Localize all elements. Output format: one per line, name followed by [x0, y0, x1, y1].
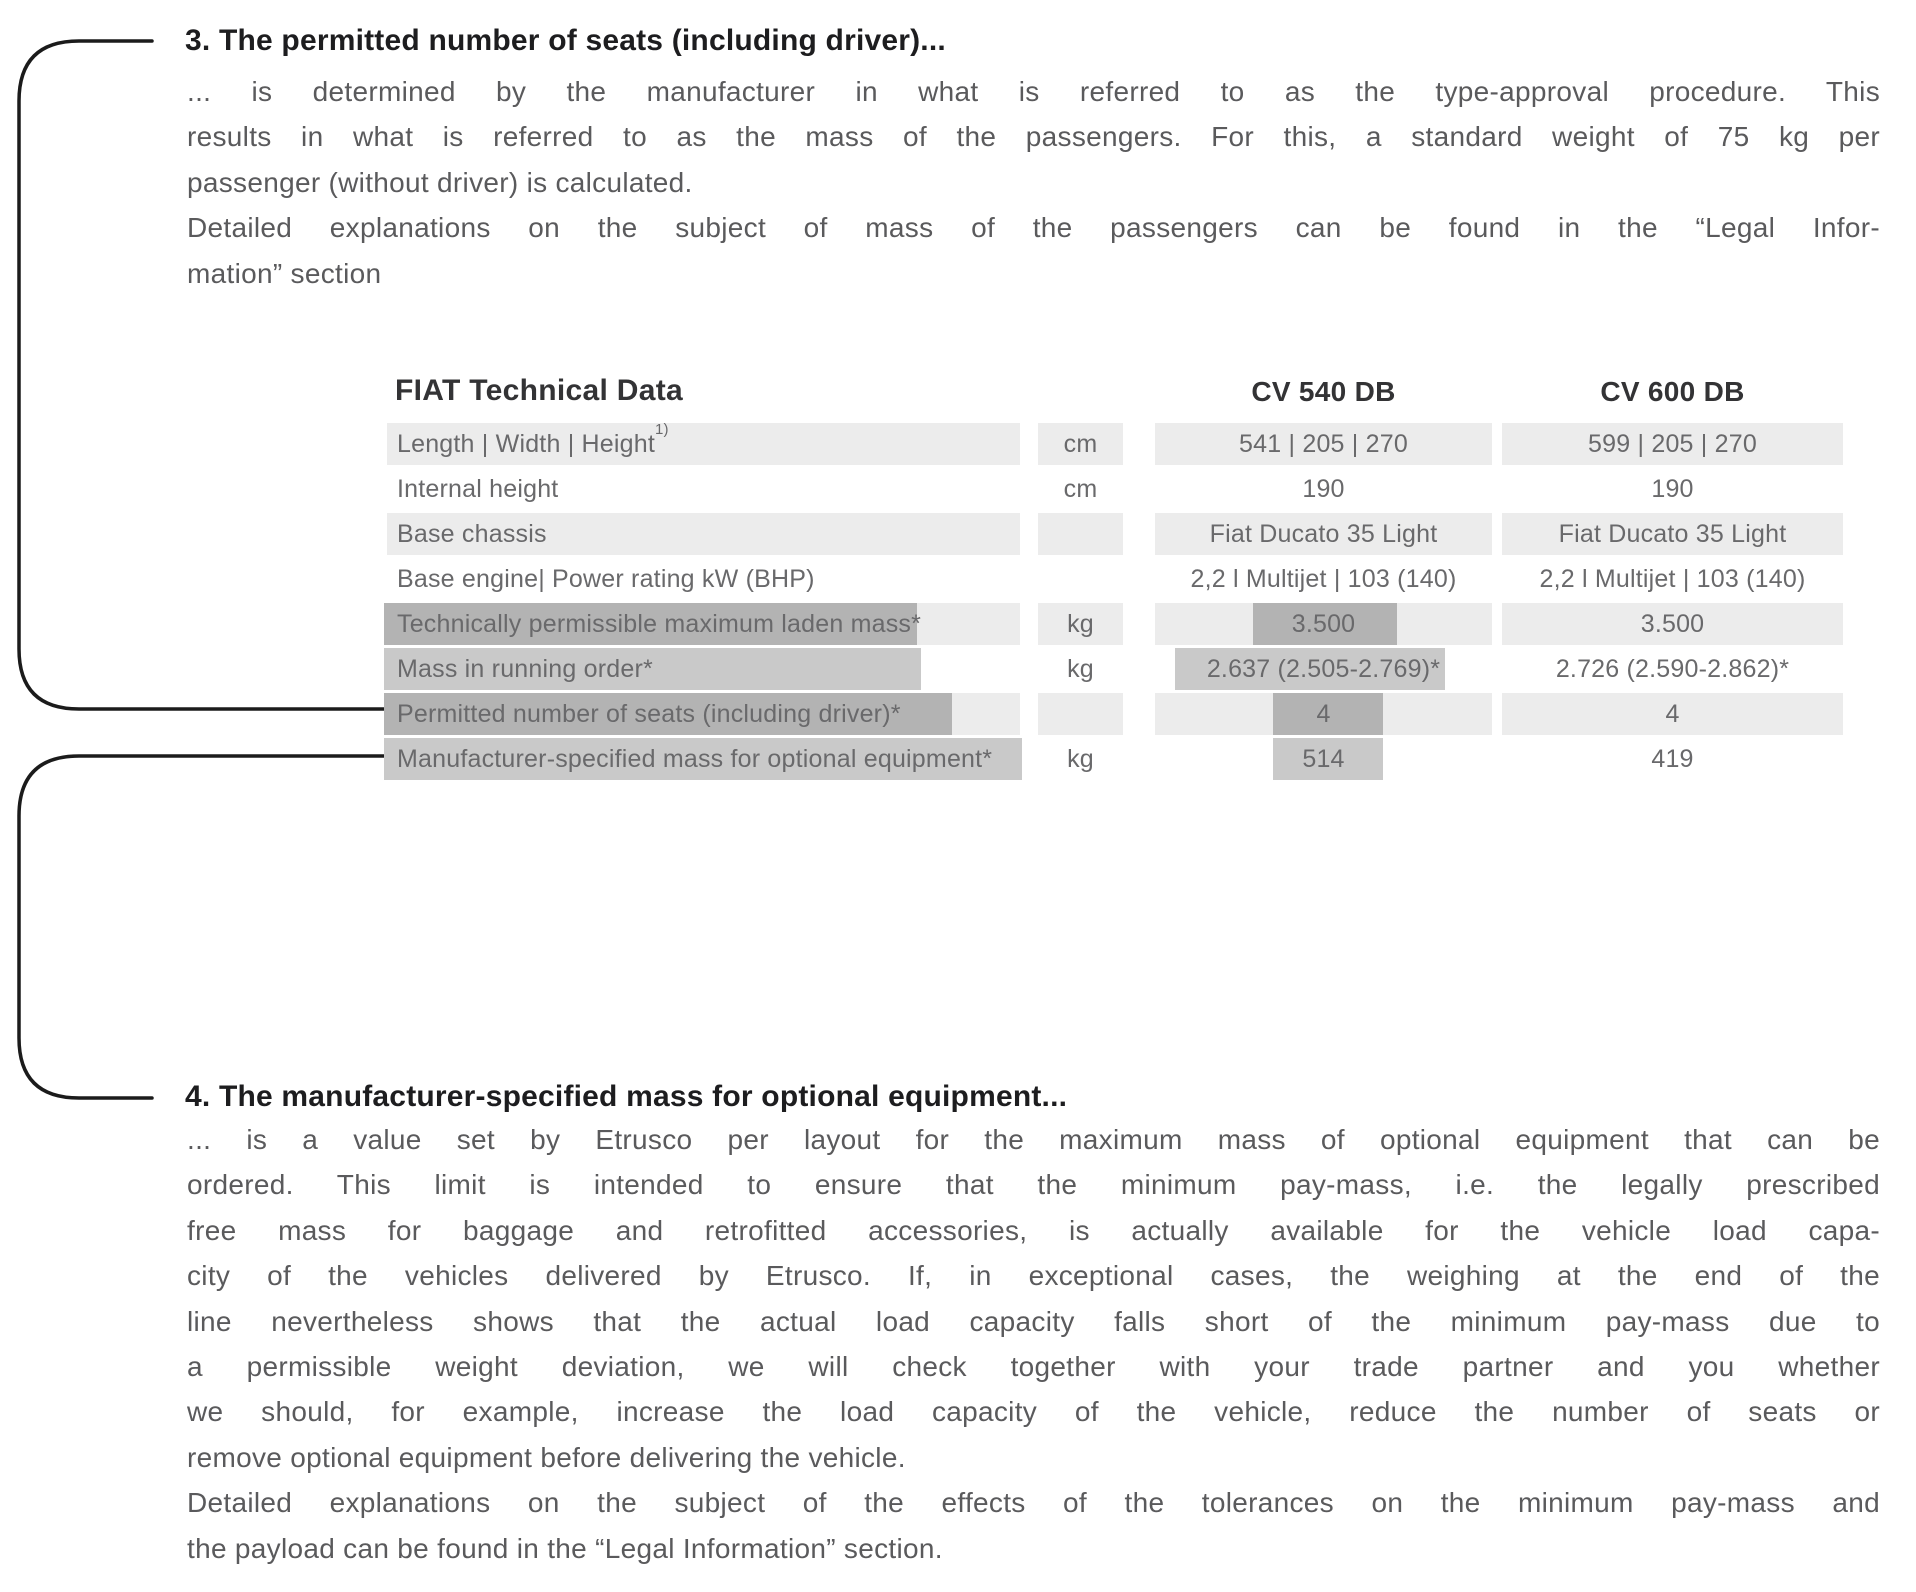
table-row	[387, 558, 1843, 600]
row-label: Technically permissible maximum laden mass*	[387, 603, 1020, 645]
value-cv540: 2.637 (2.505-2.769)*	[1155, 648, 1492, 690]
value-cv600: 599 | 205 | 270	[1502, 423, 1843, 465]
fiat-technical-data-table	[387, 374, 1843, 783]
section4-paragraph	[187, 1117, 1880, 1571]
value-cv600: Fiat Ducato 35 Light	[1502, 513, 1843, 555]
value-cv600: 2,2 l Multijet | 103 (140)	[1539, 564, 1806, 593]
paragraph-line: ... is determined by the manufacturer in what is referred to as the type-approval procedure. This	[187, 76, 1880, 107]
table-title-row	[387, 374, 1843, 423]
footnote-marker: 1)	[655, 421, 669, 439]
table-row-highlighted	[387, 603, 1843, 645]
paragraph-line: passenger (without driver) is calculated.	[187, 166, 693, 198]
row-unit	[1038, 693, 1123, 735]
row-label: Base engine| Power rating kW (BHP)	[397, 564, 815, 593]
paragraph-line: Detailed explanations on the subject of the effects of the tolerances on the minimum pay-mass and	[187, 1487, 1880, 1519]
value-cv600: 4	[1502, 693, 1843, 735]
value-cv600: 419	[1651, 744, 1694, 773]
row-label: Manufacturer-specified mass for optional equipment*	[387, 738, 1020, 780]
paragraph-line: ... is a value set by Etrusco per layout for the maximum mass of optional equipment that can be	[187, 1124, 1880, 1155]
row-label: Base chassis	[387, 513, 1020, 555]
column-header-cv600: CV 600 DB	[1600, 376, 1745, 407]
row-unit: kg	[1067, 744, 1094, 773]
value-cv540: 541 | 205 | 270	[1155, 423, 1492, 465]
paragraph-line: we should, for example, increase the load capacity of the vehicle, reduce the number of seats or	[187, 1396, 1880, 1428]
table-row-highlighted	[387, 738, 1843, 780]
row-label: Permitted number of seats (including driver)*	[387, 693, 1020, 735]
row-unit	[1038, 513, 1123, 555]
paragraph-line: the payload can be found in the “Legal Information” section.	[187, 1532, 943, 1564]
paragraph-line: ordered. This limit is intended to ensure that the minimum pay-mass, i.e. the legally prescribed	[187, 1169, 1880, 1201]
paragraph-line: mation” section	[187, 257, 382, 289]
value-cv540: 514	[1155, 738, 1492, 780]
value-cv540: 190	[1302, 474, 1345, 503]
paragraph-line: Detailed explanations on the subject of mass of the passengers can be found in the “Legal Infor-	[187, 212, 1880, 244]
bracket-optional-equipment-row-to-section4	[19, 756, 387, 1098]
value-cv540: 2,2 l Multijet | 103 (140)	[1190, 564, 1457, 593]
paragraph-line: free mass for baggage and retrofitted accessories, is actually available for the vehicle load capa-	[187, 1214, 1880, 1246]
table-row-highlighted	[387, 693, 1843, 735]
paragraph-line: line nevertheless shows that the actual load capacity falls short of the minimum pay-mass due to	[187, 1305, 1880, 1337]
paragraph-line: city of the vehicles delivered by Etrusco. If, in exceptional cases, the weighing at the end of the	[187, 1260, 1880, 1292]
table-row	[387, 513, 1843, 555]
row-unit	[1038, 558, 1123, 600]
table-row	[387, 468, 1843, 510]
row-label: Length | Width | Height$^{1)}$	[387, 423, 1020, 465]
row-unit: cm	[1038, 423, 1123, 465]
table-row-highlighted	[387, 648, 1843, 690]
section3-paragraph	[187, 69, 1880, 296]
section3-heading: 3. The permitted number of seats (including driver)...	[185, 24, 946, 57]
paragraph-line: remove optional equipment before delivering the vehicle.	[187, 1441, 906, 1473]
value-cv600: 190	[1651, 474, 1694, 503]
value-cv540: 3.500	[1155, 603, 1492, 645]
value-cv600: 2.726 (2.590-2.862)*	[1555, 654, 1790, 683]
paragraph-line: a permissible weight deviation, we will check together with your trade partner and you whether	[187, 1350, 1880, 1382]
row-label: Internal height	[397, 474, 559, 503]
row-unit: kg	[1038, 603, 1123, 645]
table-row	[387, 423, 1843, 465]
column-header-cv540: CV 540 DB	[1251, 376, 1396, 407]
value-cv600: 3.500	[1502, 603, 1843, 645]
table-title: FIAT Technical Data	[395, 374, 683, 407]
row-unit: cm	[1063, 474, 1098, 503]
value-cv540: 4	[1155, 693, 1492, 735]
paragraph-line: results in what is referred to as the mass of the passengers. For this, a standard weight of 75 kg per	[187, 121, 1880, 153]
section4-heading: 4. The manufacturer-specified mass for optional equipment...	[185, 1080, 1068, 1113]
row-label: Mass in running order*	[387, 648, 1020, 690]
value-cv540: Fiat Ducato 35 Light	[1155, 513, 1492, 555]
row-unit: kg	[1067, 654, 1094, 683]
